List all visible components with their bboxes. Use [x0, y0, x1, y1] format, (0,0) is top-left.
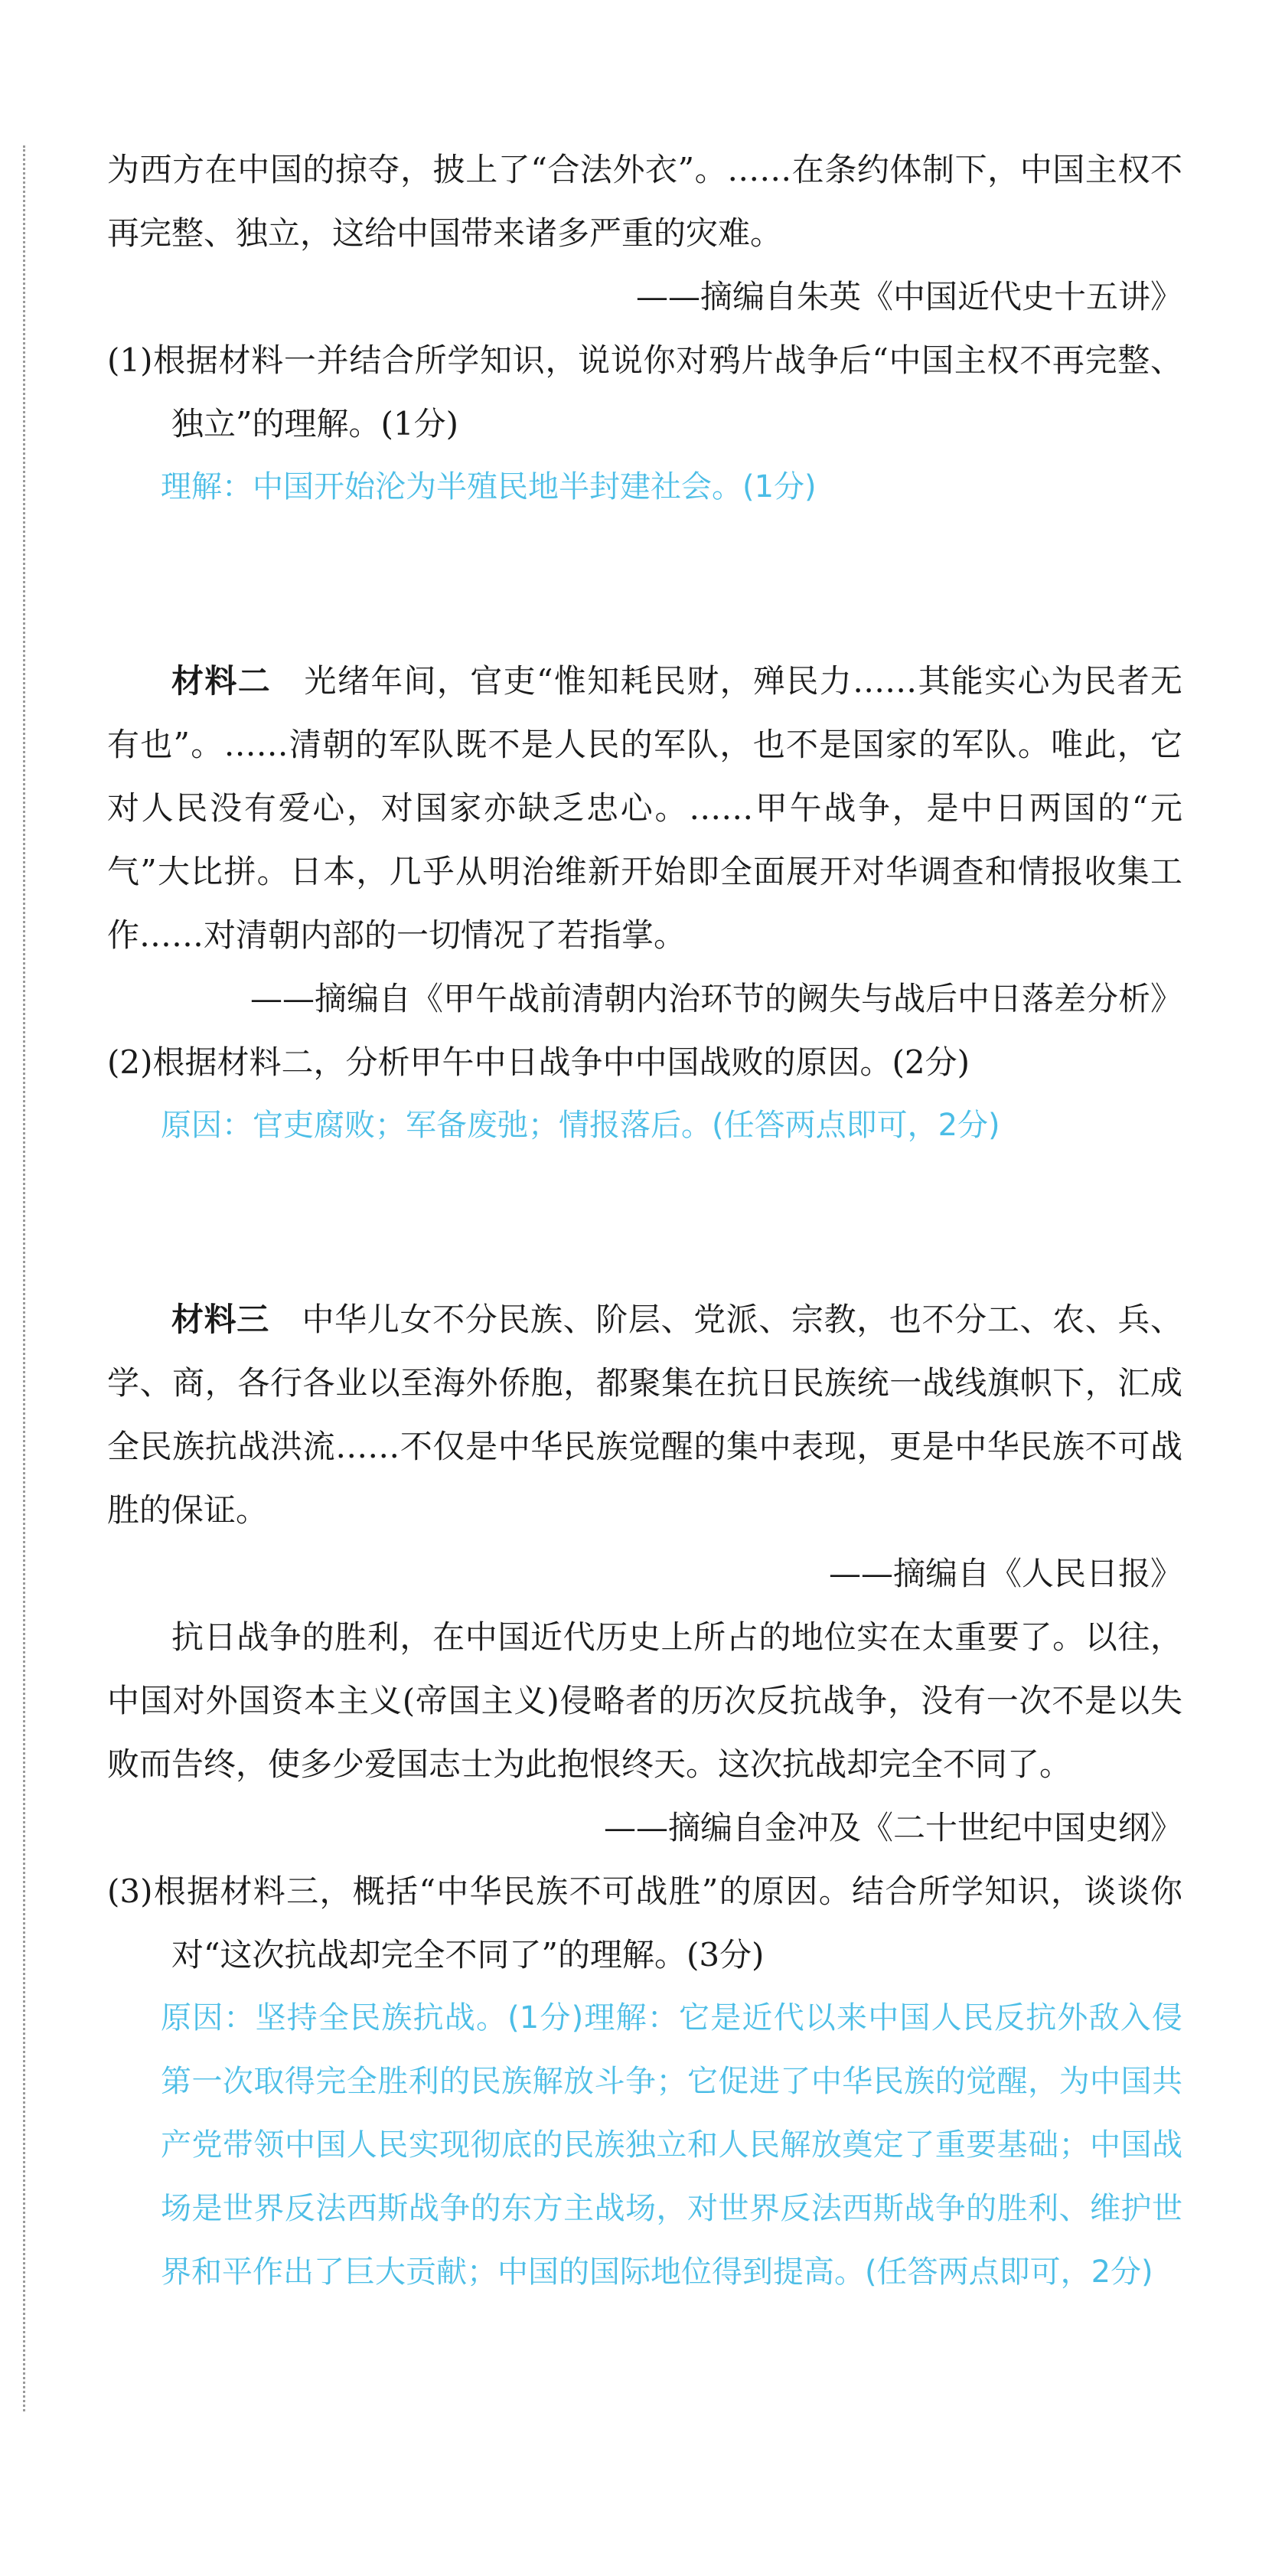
material2-paragraph: [107, 649, 1182, 967]
material2-label: 材料二: [171, 662, 272, 700]
material3-source1: ——摘编自《人民日报》: [828, 1555, 1182, 1592]
question3-answer: 原因：坚持全民族抗战。(1分)理解：它是近代以来中国人民反抗外敌入侵第一次取得完全胜利的民族解放斗争；它促进了中华民族的觉醒，为中国共产党带领中国人民实现彻底的民族独立和人民解放奠定了重要基础；中国战场是世界反法西斯战争的东方主战场，对世界反法西斯战争的胜利、维护世界和平作出了巨大贡献；中国的国际地位得到提高。(任答两点即可，2分): [161, 2000, 1182, 2290]
material3-paragraph1: [107, 1288, 1182, 1542]
binding-margin-dotted-line: [23, 145, 25, 2411]
question1-text: (1)根据材料一并结合所学知识，说说你对鸦片战争后“中国主权不再完整、独立”的理解。(1分): [107, 341, 1182, 442]
question1-answer: 理解：中国开始沦为半殖民地半封建社会。(1分): [161, 469, 817, 504]
material3-text2: 抗日战争的胜利，在中国近代历史上所占的地位实在太重要了。以往，中国对外国资本主义(帝国主义)侵略者的历次反抗战争，没有一次不是以失败而告终，使多少爱国志士为此抱恨终天。这次抗战却完全不同了。: [107, 1618, 1182, 1783]
spacer: [107, 1157, 1182, 1288]
material1-text: 为西方在中国的掠夺，披上了“合法外衣”。……在条约体制下，中国主权不再完整、独立，这给中国带来诸多严重的灾难。: [107, 151, 1182, 252]
question2-text: (2)根据材料二，分析甲午中日战争中中国战败的原因。(2分): [107, 1043, 970, 1081]
material3-source2: ——摘编自金冲及《二十世纪中国史纲》: [603, 1809, 1182, 1846]
material3-label: 材料三: [171, 1301, 269, 1338]
spacer: [107, 519, 1182, 649]
question3-text: (3)根据材料三，概括“中华民族不可战胜”的原因。结合所学知识，谈谈你对“这次抗战却完全不同了”的理解。(3分): [107, 1872, 1182, 1974]
material2-source: ——摘编自《甲午战前清朝内治环节的阙失与战后中日落差分析》: [250, 980, 1182, 1017]
material1-source: ——摘编自朱英《中国近代史十五讲》: [635, 278, 1182, 315]
exam-page: [107, 138, 1182, 2304]
material2-text: 光绪年间，官吏“惟知耗民财，殚民力……其能实心为民者无有也”。……清朝的军队既不是人民的军队，也不是国家的军队。唯此，它对人民没有爱心，对国家亦缺乏忠心。……甲午战争，是中日两国的“元气”大比拼。日本，几乎从明治维新开始即全面展开对华调查和情报收集工作……对清朝内部的一切情况了若指掌。: [107, 662, 1182, 954]
question2-answer: 原因：官吏腐败；军备废弛；情报落后。(任答两点即可，2分): [161, 1108, 1000, 1143]
material3-text1: 中华儿女不分民族、阶层、党派、宗教，也不分工、农、兵、学、商，各行各业以至海外侨胞，都聚集在抗日民族统一战线旗帜下，汇成全民族抗战洪流……不仅是中华民族觉醒的集中表现，更是中华民族不可战胜的保证。: [107, 1301, 1182, 1529]
